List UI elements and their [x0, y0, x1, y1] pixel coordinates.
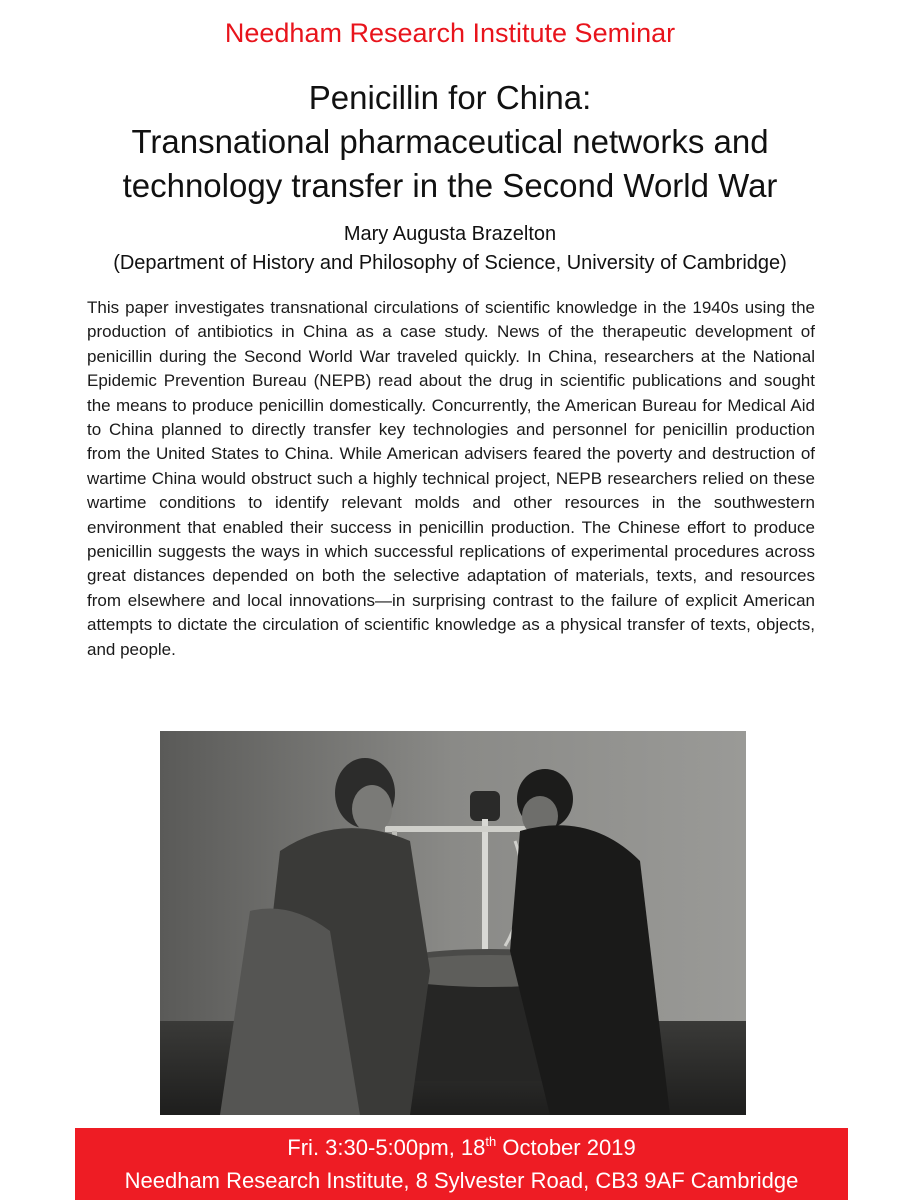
abstract-text: This paper investigates transnational circulations of scientific knowledge in the 1940s using the production of antibiotics in China as a case study. News of the therapeutic development of penicillin during the Second World War traveled quickly. In China, researchers at the National Epidemic Prevention Bureau (NEPB) read about the drug in scientific publications and sought the means to produce penicillin domestically. Concurrently, the American Bureau for Medical Aid to China planned to directly transfer key technologies and personnel for penicillin production from the United States to China. While American advisers feared the poverty and destruction of wartime China would obstruct such a highly technical project, NEPB researchers relied on these wartime conditions to identify relevant molds and other resources in the southwestern environment that enabled their success in penicillin production. The Chinese effort to produce penicillin suggests the ways in which successful replications of experimental procedures across great distances depended on both the selective adaptation of materials, texts, and resources from elsewhere and local innovations—in surprising contrast to the failure of explicit American attempts to dictate the circulation of scientific knowledge as a physical transfer of texts, objects, and people. — [87, 298, 815, 659]
title-line: technology transfer in the Second World War — [122, 167, 778, 204]
historical-photo — [160, 731, 746, 1115]
speaker-name: Mary Augusta Brazelton — [343, 223, 557, 245]
event-venue: Needham Research Institute, 8 Sylvester Road, CB3 9AF Cambridge — [124, 1168, 799, 1193]
speaker-affiliation: (Department of History and Philosophy of Science, University of Cambridge) — [113, 252, 787, 274]
talk-title — [0, 76, 900, 208]
seminar-label: Needham Research Institute Seminar — [224, 18, 676, 48]
event-details-banner — [75, 1128, 848, 1200]
title-line: Transnational pharmaceutical networks and — [131, 123, 769, 160]
photo-illustration — [160, 731, 746, 1115]
event-date: Fri. 3:30-5:00pm, 18th October 2019 — [287, 1134, 636, 1160]
title-line: Penicillin for China: — [308, 79, 592, 116]
speaker-block — [0, 220, 900, 278]
